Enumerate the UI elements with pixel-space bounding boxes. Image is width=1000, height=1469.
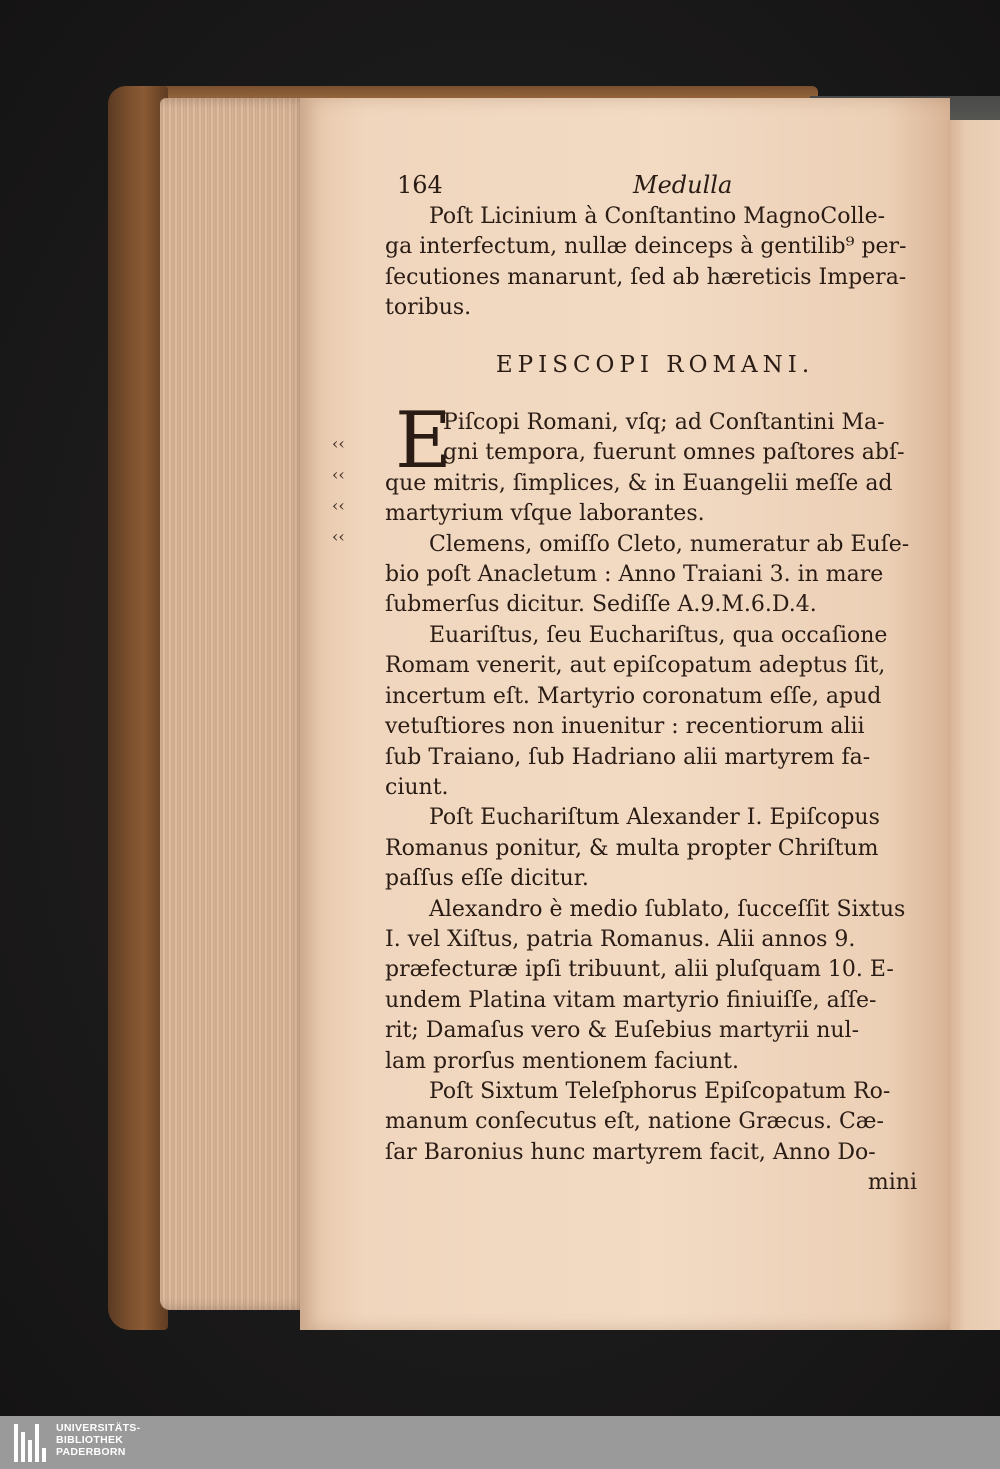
text-line: Alexandro è medio ſublato, ſucceſſit Sixtus [429,896,906,922]
text-line: Poſt Euchariſtum Alexander I. Epiſcopus [429,805,880,831]
text-line: toribus. [385,295,472,321]
text-line: ſub Traiano, ſub Hadriano alii martyrem fa- [385,744,871,770]
margin-mark: ‹‹ [332,496,345,515]
library-name: UNIVERSITÄTS- BIBLIOTHEK PADERBORN [56,1422,141,1458]
text-line: Piſcopi Romani, vſq; ad Conſtantini Ma- [443,410,885,436]
book-cover-spine [108,86,168,1330]
page-edges [160,98,310,1310]
text-line: manum conſecutus eſt, natione Græcus. Cæ- [385,1109,884,1135]
text-line: undem Platina vitam martyrio finiuiſſe, aſſe- [385,987,877,1013]
drop-cap: E [395,396,452,487]
margin-quote-marks [332,428,362,552]
text-line: gni tempora, fuerunt omnes paſtores abſ- [443,440,905,466]
text-line: Euariſtus, ſeu Euchariſtus, qua occaſione [429,622,888,648]
paragraph-clemens [385,530,925,621]
catchword: mini [867,1170,917,1196]
margin-mark: ‹‹ [332,465,345,484]
library-logo-icon [14,1424,48,1462]
running-head: Medulla [633,171,733,199]
text-line: lam prorſus mentionem faciunt. [385,1048,739,1074]
text-line: ſubmerſus dicitur. Sediſſe A.9.M.6.D.4. [385,592,817,618]
text-line: vetuſtiores non inuenitur : recentiorum alii [385,714,865,740]
library-footer [0,1416,1000,1469]
paragraph-euaristus [385,621,925,803]
text-line: ga interfectum, nullæ deinceps à gentilib⁹ per- [385,234,907,260]
text-line: ſar Baronius hunc martyrem facit, Anno Do- [385,1139,876,1165]
text-line: que mitris, ſimplices, & in Euangelii meſſe ad [385,470,893,496]
text-line: Poſt Licinium à Conſtantino MagnoColle- [429,204,886,229]
text-line: præfecturæ ipſi tribuunt, alii pluſquam 10. E- [385,957,894,983]
page-text [385,168,925,1199]
text-line: paſſus eſſe dicitur. [385,866,589,892]
text-line: ſecutiones manarunt, ſed ab hæreticis Impera- [385,264,907,290]
margin-mark: ‹‹ [332,434,345,453]
margin-mark: ‹‹ [332,527,345,546]
page-header [385,168,925,202]
paragraph-sixtus [385,895,925,1077]
page-number: 164 [397,171,443,199]
text-line: incertum eſt. Martyrio coronatum eſſe, apud [385,683,882,709]
text-line: I. vel Xiſtus, patria Romanus. Alii annos 9. [385,926,856,952]
text-line: rit; Damaſus vero & Euſebius martyrii nul- [385,1018,860,1044]
paragraph-telesphorus [385,1077,925,1168]
paragraph-alexander [385,803,925,894]
text-line: Poſt Sixtum Teleſphorus Epiſcopatum Ro- [429,1078,891,1104]
text-line: Romanus ponitur, & multa propter Chriſtum [385,835,879,861]
text-line: Clemens, omiſſo Cleto, numeratur ab Euſe- [429,531,910,557]
text-line: bio poſt Anacletum : Anno Traiani 3. in mare [385,562,884,588]
paragraph-episcopi [385,396,925,530]
text-line: martyrium vſque laborantes. [385,501,705,527]
text-line: Romam venerit, aut epiſcopatum adeptus ſit, [385,653,886,679]
paragraph-licinius [385,202,925,324]
section-heading: EPISCOPI ROMANI. [495,351,815,378]
text-line: ciunt. [385,774,449,800]
